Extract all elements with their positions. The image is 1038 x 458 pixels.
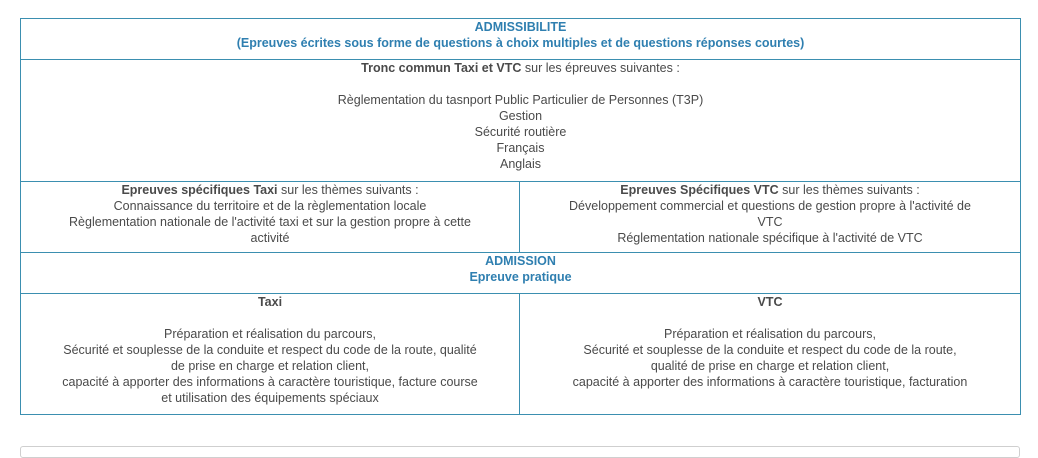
pratique-taxi-cell bbox=[21, 294, 520, 415]
admissibilite-title: ADMISSIBILITE bbox=[474, 20, 567, 34]
specifique-vtc-heading-bold: Epreuves Spécifiques VTC bbox=[620, 183, 779, 197]
pratique-taxi-line: Sécurité et souplesse de la conduite et respect du code de la route, qualité bbox=[63, 343, 477, 357]
pratique-taxi-line: capacité à apporter des informations à caractère touristique, facture course bbox=[62, 375, 478, 389]
specifique-taxi-line: activité bbox=[250, 231, 290, 245]
pratique-vtc-line: Sécurité et souplesse de la conduite et respect du code de la route, bbox=[583, 343, 957, 357]
pratique-taxi-title: Taxi bbox=[257, 295, 283, 309]
admissibilite-cell bbox=[21, 19, 1021, 60]
epreuve-pratique-row bbox=[21, 294, 1021, 415]
tronc-commun-heading-bold: Tronc commun Taxi et VTC bbox=[361, 61, 522, 75]
pratique-vtc-cell bbox=[520, 294, 1021, 415]
admissibilite-row bbox=[21, 19, 1021, 60]
admission-cell bbox=[21, 253, 1021, 294]
pratique-vtc-title: VTC bbox=[757, 295, 783, 309]
pratique-vtc-line: Préparation et réalisation du parcours, bbox=[664, 327, 876, 341]
pratique-taxi-line: de prise en charge et relation client, bbox=[170, 359, 370, 373]
tronc-commun-item: Anglais bbox=[500, 157, 541, 171]
exam-table bbox=[20, 18, 1021, 415]
specifique-taxi-line: Connaissance du territoire et de la règlementation locale bbox=[113, 199, 427, 213]
tronc-commun-cell bbox=[21, 60, 1021, 182]
specifique-vtc-heading bbox=[526, 182, 1014, 198]
admission-row bbox=[21, 253, 1021, 294]
pratique-vtc-line: capacité à apporter des informations à caractère touristique, facturation bbox=[572, 375, 968, 389]
tronc-commun-heading bbox=[27, 60, 1014, 76]
tronc-commun-item: Sécurité routière bbox=[474, 125, 567, 139]
specifique-vtc-line: Développement commercial et questions de gestion propre à l'activité de bbox=[569, 199, 971, 213]
tronc-commun-row bbox=[21, 60, 1021, 182]
specifique-taxi-cell bbox=[21, 182, 520, 253]
specifique-vtc-heading-rest: sur les thèmes suivants : bbox=[778, 183, 920, 197]
admissibilite-subtitle: (Epreuves écrites sous forme de questions à choix multiples et de questions réponses courtes) bbox=[236, 36, 805, 50]
specifique-taxi-heading-rest: sur les thèmes suivants : bbox=[277, 183, 419, 197]
tronc-commun-item: Gestion bbox=[498, 109, 543, 123]
tronc-commun-item: Règlementation du tasnport Public Particulier de Personnes (T3P) bbox=[337, 93, 704, 107]
pratique-vtc-line: qualité de prise en charge et relation client, bbox=[650, 359, 890, 373]
pratique-taxi-line: et utilisation des équipements spéciaux bbox=[161, 391, 379, 405]
specifique-vtc-cell bbox=[520, 182, 1021, 253]
admission-subtitle: Epreuve pratique bbox=[469, 270, 572, 284]
specifique-vtc-line: Réglementation nationale spécifique à l'activité de VTC bbox=[617, 231, 923, 245]
admission-title: ADMISSION bbox=[485, 254, 556, 268]
specifique-vtc-line: VTC bbox=[757, 215, 783, 229]
epreuves-specifiques-row bbox=[21, 182, 1021, 253]
specifique-taxi-heading bbox=[27, 182, 513, 198]
pratique-taxi-line: Préparation et réalisation du parcours, bbox=[164, 327, 376, 341]
next-section-box bbox=[20, 446, 1020, 458]
specifique-taxi-heading-bold: Epreuves spécifiques Taxi bbox=[121, 183, 278, 197]
tronc-commun-heading-rest: sur les épreuves suivantes : bbox=[521, 61, 680, 75]
tronc-commun-item: Français bbox=[496, 141, 545, 155]
specifique-taxi-line: Règlementation nationale de l'activité taxi et sur la gestion propre à cette bbox=[69, 215, 471, 229]
